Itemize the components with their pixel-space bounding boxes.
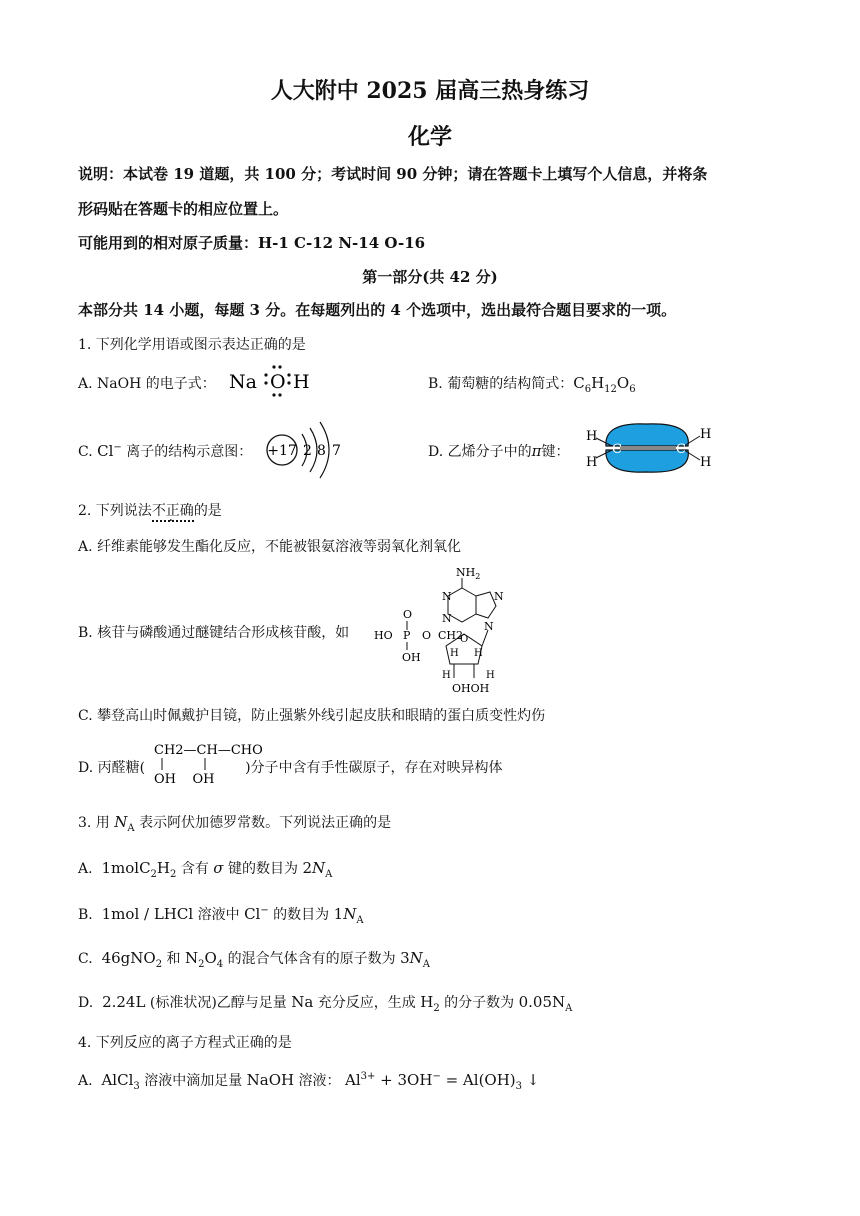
chloride-ion: Cl− [97, 442, 122, 460]
q1-c-label: C. [78, 444, 93, 460]
shell-count-2: 8 [317, 443, 326, 459]
p-oh-label: OH [402, 651, 421, 664]
q3-stem: 3. 用 $N_A$ 表示阿伏加德罗常数。下列说法正确的是 [78, 813, 392, 834]
q1-d-label: D. 乙烯分子中的 [428, 444, 532, 460]
h-atom-4: H [700, 455, 712, 470]
atomic-masses: 可能用到的相对原子质量：H-1 C-12 N-14 O-16 [78, 234, 426, 252]
n-label-4: N [484, 620, 494, 633]
q3-option-c: C. 46gNO$_2$ 和 $N_2O_4$ 的混合气体含有的原子数为 $3N_A$ [78, 949, 430, 970]
h-atom-1: H [586, 429, 598, 444]
q4-stem: 4. 下列反应的离子方程式正确的是 [78, 1035, 292, 1051]
glyceraldehyde-bottom: OH OH [154, 772, 215, 786]
glyceraldehyde-top: CH2—CH—CHO [154, 743, 263, 758]
n-label-3: N [494, 590, 504, 603]
q2-option-a: A. 纤维素能够发生酯化反应，不能被银氨溶液等弱氧化剂氧化 [78, 539, 462, 555]
emphasis-not-correct: 不正确 [152, 503, 194, 522]
naoh-na: Na [229, 371, 257, 393]
nucleus-charge: +17 [267, 443, 297, 459]
shell-count-3: 7 [332, 443, 341, 459]
shell-count-1: 2 [303, 443, 312, 459]
q2-option-d: D. 丙醛糖( )分子中含有手性碳原子，存在对映异构体 [78, 760, 503, 776]
pi-symbol: π [531, 442, 542, 460]
q1-d-text: 键： [541, 444, 570, 460]
p-label: P [403, 629, 411, 642]
q1-option-d [428, 441, 570, 461]
n-label-2: N [442, 612, 452, 625]
q1-stem: 1. 下列化学用语或图示表达正确的是 [78, 337, 306, 353]
q1-option-c [78, 441, 252, 461]
glyceraldehyde-structure [150, 738, 280, 786]
exam-subject: 化学 [407, 124, 452, 150]
o-link-label: O [422, 629, 432, 642]
n-label-1: N [442, 590, 452, 603]
ribose-o: O [460, 634, 469, 645]
h-1: H [450, 648, 459, 659]
q1-b-label: B. 葡萄糖的结构简式： [428, 376, 574, 392]
ethylene-pi-bond-diagram [584, 418, 714, 478]
ho-label: HO [374, 629, 393, 642]
part-title: 第一部分(共 42 分) [362, 268, 498, 286]
naoh-h: H [293, 371, 310, 393]
q2-option-c: C. 攀登高山时佩戴护目镜，防止强紫外线引起皮肤和眼睛的蛋白质变性灼伤 [78, 708, 546, 724]
q1-option-a [78, 373, 216, 393]
q1-c-text: 离子的结构示意图： [126, 444, 253, 460]
q3-option-b: B. 1mol / LHCl 溶液中 Cl− 的数目为 $1N_A$ [78, 905, 364, 926]
h-3: H [442, 670, 451, 681]
q1-option-b [428, 373, 636, 395]
c-atom-2: C [676, 442, 686, 457]
note-line-2: 形码贴在答题卡的相应位置上。 [78, 200, 289, 218]
exam-title: 人大附中 2025 届高三热身练习 [270, 78, 590, 104]
naoh-o: O [270, 371, 286, 393]
naoh-electron-formula [226, 362, 316, 400]
h-atom-3: H [700, 427, 712, 442]
q3-option-d: D. 2.24L (标准状况)乙醇与足量 Na 充分反应，生成 $H_2$ 的分子数为 $0.05N_A$ [78, 993, 573, 1014]
q2-stem: 2. 下列说法不正确的是 [78, 500, 222, 520]
glucose-formula: $C_6H_{12}O_6$ [573, 374, 636, 395]
chloride-structure-diagram [262, 416, 352, 484]
note-line-1: 说明：本试卷 19 道题，共 100 分；考试时间 90 分钟；请在答题卡上填写个人信息，并将条 [78, 165, 708, 183]
q4-option-a: A. AlCl$_3$ 溶液中滴加足量 NaOH 溶液： $Al^{3+} + 3OH^- = Al(OH)_3$ ↓ [78, 1071, 540, 1092]
purine-six-ring [448, 588, 476, 622]
h-4: H [486, 670, 495, 681]
q3-option-a: A. $1molC_2H_2$ 含有 σ 键的数目为 $2N_A$ [78, 859, 333, 880]
nh2-label: $NH_2$ [456, 566, 481, 581]
ch2-label: CH2 [438, 629, 464, 642]
ohoh-label: OHOH [452, 682, 490, 695]
c-atom-1: C [612, 442, 622, 457]
h-2: H [474, 648, 483, 659]
purine-five-ring [476, 592, 496, 618]
nucleotide-structure [370, 560, 530, 700]
phosphate-o-top: O [403, 608, 413, 621]
q1-a-label: A. NaOH 的电子式： [78, 376, 216, 392]
q2-option-b: B. 核苷与磷酸通过醚键结合形成核苷酸，如 [78, 625, 350, 641]
h-atom-2: H [586, 455, 598, 470]
part-instruction: 本部分共 14 小题，每题 3 分。在每题列出的 4 个选项中，选出最符合题目要求的一项。 [78, 301, 677, 319]
